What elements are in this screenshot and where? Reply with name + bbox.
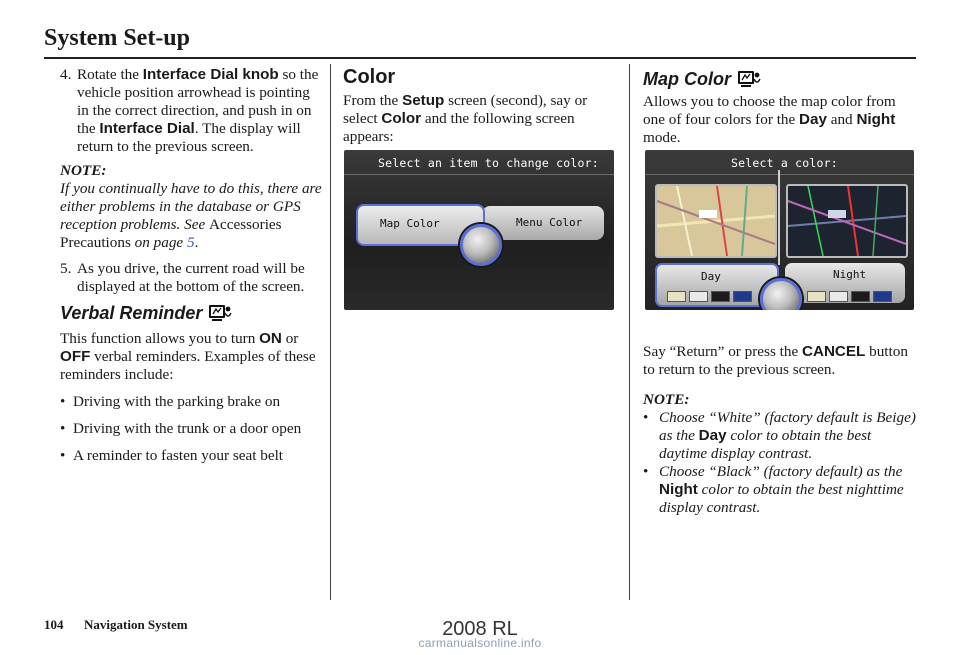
list-item: • Driving with the trunk or a door open: [60, 420, 322, 438]
screen-title: Select a color:: [731, 156, 838, 170]
return-instruction: [643, 343, 918, 379]
body-text: button to return to the previous screen.: [643, 343, 908, 378]
note-text: Choose “White” (factory default is Beige) as the: [659, 409, 916, 444]
day-label: Day: [701, 270, 721, 283]
step-number: 4.: [60, 66, 72, 83]
cancel-term: CANCEL: [802, 343, 866, 360]
beige-swatch[interactable]: [667, 291, 686, 302]
body-text: From the: [343, 92, 403, 109]
day-term: Day: [698, 427, 727, 444]
model-watermark: 2008 RL: [442, 618, 518, 640]
step-text: As you drive, the current road will be displayed at the bottom of the screen.: [77, 260, 305, 295]
note-text: Choose “Black” (factory default) as the: [659, 463, 903, 480]
map-roads: [788, 186, 906, 256]
step-text: so the vehicle position arrowhead is pointing in the correct direction, and push in on the: [77, 66, 319, 137]
blue-swatch[interactable]: [733, 291, 752, 302]
voice-command-icon: [208, 303, 232, 323]
night-label: Night: [833, 268, 867, 281]
note-list: [643, 409, 918, 517]
page-link[interactable]: 5: [186, 234, 195, 251]
step-text: Rotate the: [77, 66, 143, 83]
night-term: Night: [856, 111, 896, 128]
off-term: OFF: [60, 348, 91, 365]
color-intro: [343, 92, 615, 146]
interface-dial-icon: [460, 224, 502, 266]
body-text: This function allows you to turn: [60, 330, 260, 347]
color-select-screenshot: [344, 150, 614, 310]
map-color-heading: [643, 68, 918, 90]
day-term: Day: [799, 111, 827, 128]
body-text: Allows you to choose the map color from one of four colors for the: [643, 93, 896, 128]
day-map-preview[interactable]: [655, 184, 777, 258]
color-heading: Color: [343, 66, 396, 88]
list-item: • A reminder to fasten your seat belt: [60, 447, 322, 465]
step-4: [60, 66, 322, 156]
body-text: verbal reminders. Examples of these reminders include:: [60, 348, 316, 383]
footer-label: Navigation System: [84, 617, 188, 632]
on-term: ON: [259, 330, 282, 347]
step-number: 5.: [60, 260, 72, 277]
white-swatch[interactable]: [829, 291, 848, 302]
step-text: . The display will return to the previous screen.: [77, 120, 301, 155]
body-text: and the following screen appears:: [343, 110, 575, 145]
column-divider: [629, 64, 630, 600]
verbal-reminder-heading: [60, 302, 322, 324]
note-text: If you continually have to do this, there are either problems in the database or GPS reception problems. See: [60, 180, 322, 233]
color-term: Color: [381, 110, 422, 127]
verbal-intro: [60, 330, 322, 384]
note-text: on page: [130, 234, 187, 251]
menu-color-button[interactable]: [482, 206, 604, 240]
blue-swatch[interactable]: [873, 291, 892, 302]
note-body: [60, 180, 322, 252]
precautions-link[interactable]: Accessories Precautions: [60, 216, 282, 251]
screen-divider: [344, 174, 614, 175]
voice-command-icon: [737, 69, 761, 89]
site-watermark: carmanualsonline.info: [418, 636, 542, 650]
column-middle: [343, 66, 615, 146]
heading-text: Verbal Reminder: [60, 303, 203, 323]
night-map-preview[interactable]: [786, 184, 908, 258]
note-text: color to obtain the best nighttime display contrast.: [659, 481, 904, 516]
beige-swatch[interactable]: [807, 291, 826, 302]
night-term: Night: [659, 481, 698, 498]
setup-term: Setup: [402, 92, 445, 109]
note-label: NOTE:: [60, 162, 107, 179]
step-5: [60, 260, 322, 296]
page-number: 104: [44, 617, 64, 632]
screen-title: Select an item to change color:: [378, 156, 599, 170]
screen-divider: [778, 170, 780, 265]
heading-text: Map Color: [643, 69, 731, 89]
list-item: • Driving with the parking brake on: [60, 393, 322, 411]
black-swatch[interactable]: [711, 291, 730, 302]
reminder-list: [60, 393, 322, 465]
button-label: Map Color: [380, 217, 440, 230]
white-swatch[interactable]: [689, 291, 708, 302]
body-text: mode.: [643, 129, 681, 146]
map-color-screenshot: [645, 150, 914, 310]
column-divider: [330, 64, 331, 600]
body-text: Say “Return” or press the: [643, 343, 803, 360]
header-rule: [44, 57, 916, 59]
list-item: [643, 409, 918, 463]
body-text: and: [826, 111, 857, 128]
page-title: System Set-up: [44, 25, 191, 51]
note-text: .: [194, 234, 199, 251]
interface-dial-knob-term: Interface Dial knob: [142, 66, 279, 83]
body-text: screen (second), say or select: [343, 92, 588, 127]
column-left: [60, 66, 322, 474]
black-swatch[interactable]: [851, 291, 870, 302]
body-text: or: [281, 330, 299, 347]
interface-dial-term: Interface Dial: [99, 120, 195, 137]
note-text: color to obtain the best daytime display contrast.: [659, 427, 872, 462]
note-label: NOTE:: [643, 391, 690, 408]
button-label: Menu Color: [516, 216, 583, 229]
list-item: [643, 463, 918, 517]
map-color-intro: [643, 93, 918, 147]
map-roads: [657, 186, 775, 256]
